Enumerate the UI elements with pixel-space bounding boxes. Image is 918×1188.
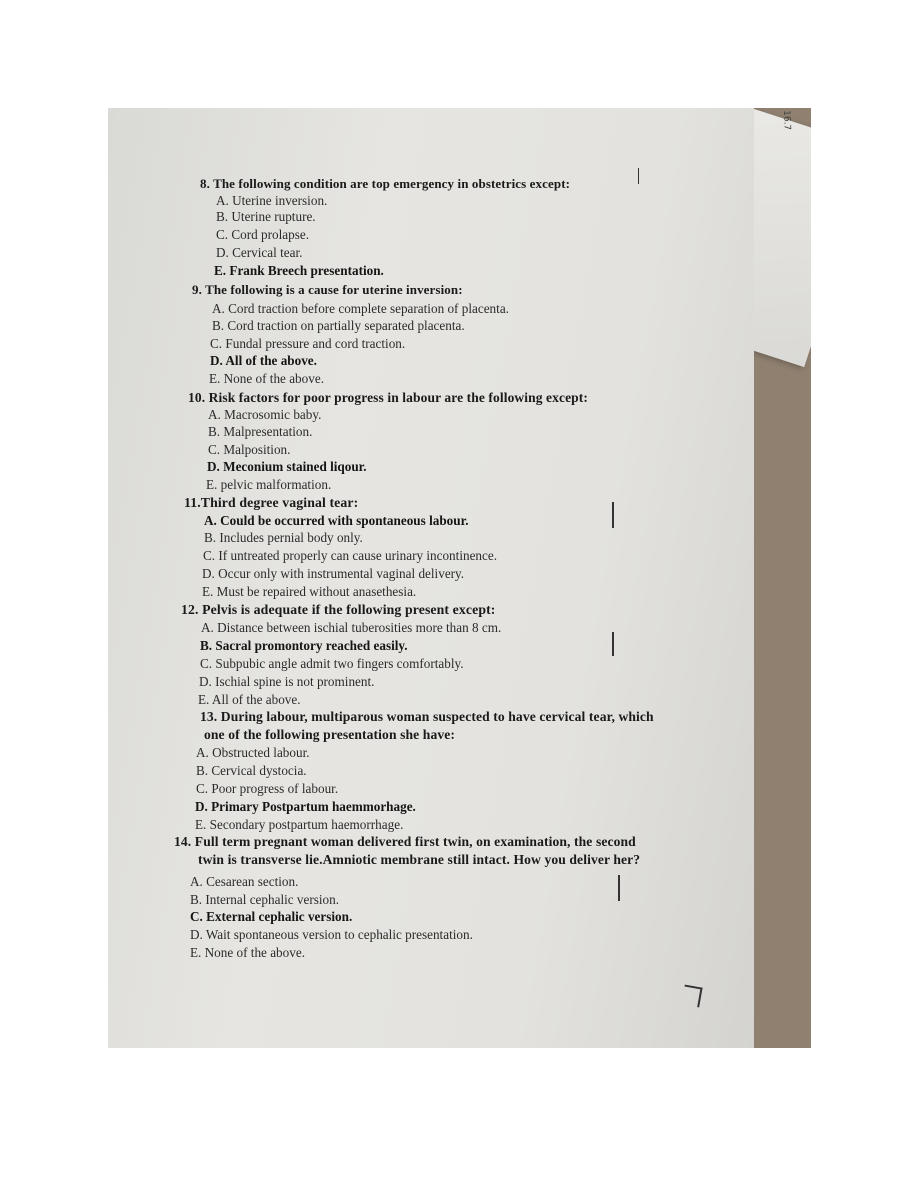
- question-12-option-e: E. All of the above.: [198, 692, 301, 707]
- pen-mark-q8: [638, 168, 639, 184]
- question-9-option-e: E. None of the above.: [209, 371, 324, 386]
- question-10-stem: 10. Risk factors for poor progress in labour are the following except:: [188, 390, 588, 405]
- exam-content: [108, 108, 754, 1048]
- question-13-option-c: C. Poor progress of labour.: [196, 781, 339, 796]
- question-11-option-c: C. If untreated properly can cause urinary incontinence.: [203, 548, 498, 563]
- exam-paper-sheet: [108, 108, 754, 1048]
- pen-mark-q12: [612, 632, 614, 656]
- question-13-stem: 13. During labour, multiparous woman suspected to have cervical tear, which: [200, 709, 654, 724]
- question-11-option-b: B. Includes pernial body only.: [204, 530, 363, 545]
- question-10-option-b: B. Malpresentation.: [208, 424, 313, 439]
- question-9-option-c: C. Fundal pressure and cord traction.: [210, 336, 406, 351]
- question-12-stem: 12. Pelvis is adequate if the following present except:: [181, 602, 496, 617]
- question-14-stem: 14. Full term pregnant woman delivered first twin, on examination, the second: [174, 834, 636, 849]
- pen-mark-q14: [618, 875, 620, 901]
- question-10-option-a: A. Macrosomic baby.: [208, 407, 322, 422]
- pen-mark-q11: [612, 502, 614, 528]
- question-14-option-c: C. External cephalic version.: [190, 909, 353, 924]
- question-12-option-d: D. Ischial spine is not prominent.: [199, 674, 375, 689]
- question-11-stem: 11.Third degree vaginal tear:: [184, 495, 359, 510]
- question-14-option-b: B. Internal cephalic version.: [190, 892, 340, 907]
- question-11-option-a: A. Could be occurred with spontaneous labour.: [204, 513, 469, 528]
- question-8-option-b: B. Uterine rupture.: [216, 209, 316, 224]
- question-13-stem-continued: one of the following presentation she have:: [204, 727, 455, 742]
- question-9-option-b: B. Cord traction on partially separated placenta.: [212, 318, 465, 333]
- question-13-option-e: E. Secondary postpartum haemorrhage.: [195, 817, 404, 832]
- question-14-option-a: A. Cesarean section.: [190, 874, 299, 889]
- question-12-option-c: C. Subpubic angle admit two fingers comfortably.: [200, 656, 464, 671]
- question-11-option-d: D. Occur only with instrumental vaginal delivery.: [202, 566, 465, 581]
- question-9-option-d: D. All of the above.: [210, 353, 317, 368]
- question-8-option-c: C. Cord prolapse.: [216, 227, 310, 242]
- question-8-option-d: D. Cervical tear.: [216, 245, 303, 260]
- question-8-option-e: E. Frank Breech presentation.: [214, 263, 384, 278]
- question-13-option-a: A. Obstructed labour.: [196, 745, 310, 760]
- question-12-option-b: B. Sacral promontory reached easily.: [200, 638, 408, 653]
- question-9-stem: 9. The following is a cause for uterine inversion:: [192, 282, 463, 297]
- question-12-option-a: A. Distance between ischial tuberosities more than 8 cm.: [201, 620, 502, 635]
- pen-corner-mark: [681, 985, 702, 1008]
- question-14-stem-continued: twin is transverse lie.Amniotic membrane still intact. How you deliver her?: [198, 852, 641, 867]
- photo-of-exam-page: [108, 108, 811, 1048]
- question-14-option-d: D. Wait spontaneous version to cephalic presentation.: [190, 927, 473, 942]
- question-9-option-a: A. Cord traction before complete separation of placenta.: [212, 301, 509, 316]
- question-10-option-d: D. Meconium stained liqour.: [207, 459, 367, 474]
- edge-page-mark: 16.7: [781, 110, 792, 131]
- question-13-option-d: D. Primary Postpartum haemmorhage.: [195, 799, 416, 814]
- question-13-option-b: B. Cervical dystocia.: [196, 763, 307, 778]
- question-14-option-e: E. None of the above.: [190, 945, 305, 960]
- question-10-option-c: C. Malposition.: [208, 442, 291, 457]
- question-8-option-a: A. Uterine inversion.: [216, 193, 328, 208]
- question-10-option-e: E. pelvic malformation.: [206, 477, 332, 492]
- question-8-stem: 8. The following condition are top emergency in obstetrics except:: [200, 176, 571, 191]
- question-11-option-e: E. Must be repaired without anasethesia.: [202, 584, 417, 599]
